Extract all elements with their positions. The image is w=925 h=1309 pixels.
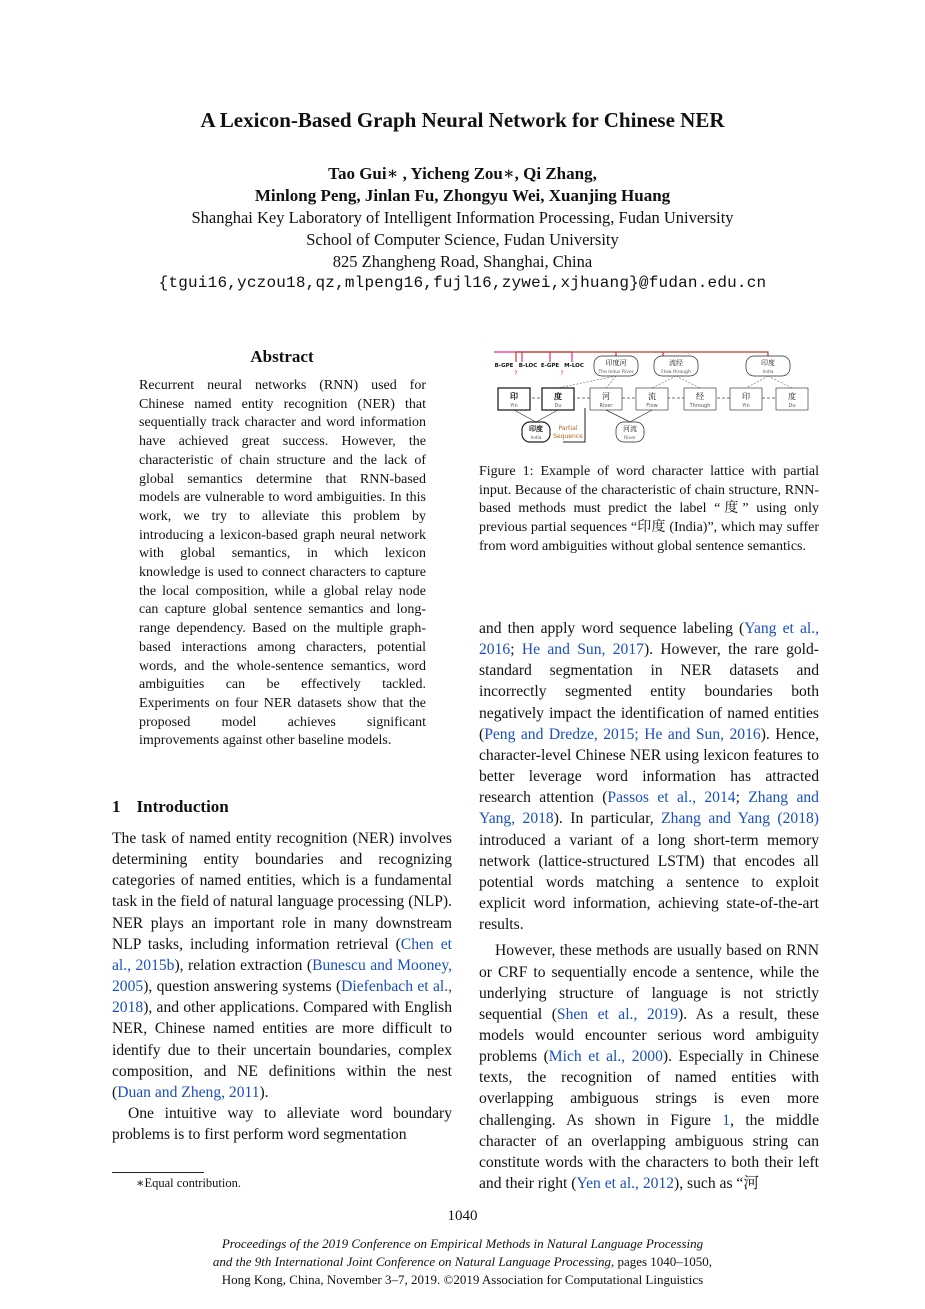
word-zh: 印度 bbox=[529, 425, 543, 433]
left-column-body bbox=[112, 828, 452, 1145]
citation-link[interactable]: Zhang and Yang, 2018 bbox=[479, 789, 819, 828]
char-en: Flow bbox=[646, 403, 658, 409]
proceedings-pages: , pages 1040–1050, bbox=[610, 1254, 713, 1269]
text-run: ; bbox=[510, 641, 522, 659]
char-node bbox=[776, 388, 808, 410]
affiliation-line-1: Shanghai Key Laboratory of Intelligent Information Processing, Fudan University bbox=[191, 208, 734, 227]
word-en: The Indus River bbox=[598, 370, 634, 375]
page-number: 1040 bbox=[447, 1208, 478, 1224]
text-run: , the middle character of an overlapping ambiguous string can constitute words with the characters to both their left and their right ( bbox=[479, 1111, 819, 1193]
citation-link[interactable]: Yang et al., 2016 bbox=[479, 620, 819, 659]
char-node bbox=[542, 388, 574, 410]
text-run: The task of named entity recognition (NER) involves determining entity boundaries and recognizing categories of named entities, which is a fundamental task in the field of natural language processing (NLP). NER plays an important role in many downstream NLP tasks, including information retrieval ( bbox=[112, 830, 452, 953]
text-run: ), such as “河 bbox=[674, 1175, 759, 1193]
figure-1-caption: Figure 1: Example of word character lattice with partial input. Because of the characteristic of chain structure, RNN-based methods must predict the label “度” using only previous partial sequences “印度 (India)”, which may suffer from word ambiguities without global sentence semantics. bbox=[479, 464, 819, 554]
char-zh: 经 bbox=[696, 392, 704, 401]
text-run: However, these methods are usually based on RNN or CRF to sequentially encode a sentence, while the underlying structure of language is not strictly sequential ( bbox=[479, 942, 819, 1023]
footnote-rule bbox=[112, 1172, 204, 1173]
text-run: ; bbox=[735, 789, 749, 807]
text-run: ). Especially in Chinese texts, the recognition of named entities with overlapping ambiguous strings is even more challenging. As shown in Figure bbox=[479, 1048, 819, 1129]
authors-line-2: Minlong Peng, Jinlan Fu, Zhongyu Wei, Xuanjing Huang bbox=[254, 186, 671, 205]
proceedings-line-3: Hong Kong, China, November 3–7, 2019. ©2019 Association for Computational Linguistics bbox=[221, 1272, 704, 1287]
abstract-heading: Abstract bbox=[250, 347, 314, 366]
affiliation-line-2: School of Computer Science, Fudan University bbox=[306, 230, 619, 249]
intro-paragraph-3 bbox=[479, 618, 819, 935]
author-emails: {tgui16,yczou18,qz,mlpeng16,fujl16,zywei,xjhuang}@fudan.edu.cn bbox=[158, 274, 767, 292]
citation-link[interactable]: Diefenbach et al., 2018 bbox=[112, 978, 452, 1017]
text-run: ). However, the rare gold-standard segmentation in NER datasets and incorrectly segmented entity boundaries both negatively impact the identification of named entities ( bbox=[479, 641, 820, 743]
char-zh: 度 bbox=[554, 392, 562, 401]
section-number: 1 bbox=[112, 797, 121, 816]
char-zh: 印 bbox=[510, 392, 518, 401]
text-run: ), relation extraction ( bbox=[174, 956, 313, 974]
citation-link[interactable]: Shen et al., 2019 bbox=[556, 1005, 679, 1023]
authors-line-1: Tao Gui∗ , Yicheng Zou∗, Qi Zhang, bbox=[328, 164, 597, 183]
word-en: India bbox=[762, 370, 774, 375]
section-title: Introduction bbox=[136, 797, 229, 816]
citation-link[interactable]: Mich et al., 2000 bbox=[548, 1048, 663, 1066]
tag-label: B-LOC bbox=[518, 363, 538, 369]
char-en: Through bbox=[689, 403, 711, 409]
citation-link[interactable]: He and Sun, 2017 bbox=[521, 641, 644, 659]
text-run: introduced a variant of a long short-term memory network (lattice-structured LSTM) that encodes all potential words matching a sentence to exploit explicit word information, achieving state-of-the-art results. bbox=[479, 831, 819, 934]
citation-link[interactable]: Peng and Dredze, 2015; He and Sun, 2016 bbox=[484, 725, 761, 743]
word-node-bottom bbox=[616, 422, 644, 442]
char-node bbox=[730, 388, 762, 410]
abstract-text: Recurrent neural networks (RNN) used for Chinese named entity recognition (NER) that sequentially track character and word information have achieved great success. However, the characteristic of chain structure and the lack of global semantics determine that RNN-based models are vulnerable to word ambiguities. In this work, we try to alleviate this problem by introducing a lexicon-based graph neural network with global semantics, in which lexicon knowledge is used to connect characters to capture the local composition, while a global relay node can capture global sentence semantics and long-range dependency. Based on the multiple graph-based interactions among characters, potential words, and the whole-sentence semantics, word ambiguities can be effectively tackled. Experiments on four NER datasets show that the proposed model achieves significant improvements against other baseline models. bbox=[139, 378, 426, 749]
citation-link[interactable]: Zhang and Yang (2018) bbox=[661, 810, 819, 828]
footnote: ∗Equal contribution. bbox=[136, 1176, 242, 1190]
figure-1-lattice bbox=[488, 350, 818, 450]
text-run: ), question answering systems ( bbox=[143, 978, 342, 996]
partial-label-2: Sequence bbox=[553, 433, 583, 440]
citation-link[interactable]: Duan and Zheng, 2011 bbox=[117, 1083, 260, 1101]
text-run: ). Hence, character-level Chinese NER using lexicon features to better leverage word information has attracted research attention ( bbox=[479, 725, 819, 807]
word-node-bottom bbox=[522, 422, 550, 442]
char-node bbox=[636, 388, 668, 410]
char-zh: 印 bbox=[742, 392, 750, 401]
char-zh: 度 bbox=[788, 392, 796, 401]
char-en: River bbox=[599, 403, 613, 409]
intro-paragraph-2: One intuitive way to alleviate word boundary problems is to first perform word segmentation bbox=[112, 1105, 452, 1144]
word-node-top bbox=[654, 356, 698, 376]
intro-paragraph-4 bbox=[479, 940, 819, 1194]
char-en: Du bbox=[554, 403, 562, 409]
char-en: Du bbox=[788, 403, 796, 409]
text-run: ). In particular, bbox=[553, 810, 662, 828]
char-zh: 河 bbox=[602, 392, 610, 401]
word-zh: 印度河 bbox=[605, 359, 627, 367]
proceedings-line-1: Proceedings of the 2019 Conference on Empirical Methods in Natural Language Processing bbox=[221, 1236, 704, 1251]
text-run: and then apply word sequence labeling ( bbox=[479, 620, 745, 637]
char-node bbox=[498, 388, 530, 410]
char-en: Yin bbox=[510, 403, 518, 409]
intro-paragraph-1 bbox=[112, 828, 452, 1103]
citation-link[interactable]: Passos et al., 2014 bbox=[607, 789, 736, 807]
text-run: ). As a result, these models would encounter serious word ambiguity problems ( bbox=[479, 1005, 820, 1066]
affiliation-line-3: 825 Zhangheng Road, Shanghai, China bbox=[332, 252, 593, 271]
word-zh: 印度 bbox=[761, 359, 775, 367]
citation-link[interactable]: Bunescu and Mooney, 2005 bbox=[112, 956, 453, 996]
question-mark: ? bbox=[560, 370, 564, 377]
partial-label-1: Partial bbox=[558, 425, 578, 432]
figure-reference-link[interactable]: 1 bbox=[722, 1111, 731, 1129]
question-mark: ? bbox=[514, 370, 518, 377]
right-column-body bbox=[479, 618, 819, 1194]
word-en: India bbox=[530, 436, 542, 441]
char-en: Yin bbox=[742, 403, 750, 409]
text-run: ), and other applications. Compared with English NER, Chinese named entities are more difficult to identify due to their uncertain boundaries, complex composition, and NE definitions within the nest ( bbox=[112, 999, 452, 1101]
proceedings-line-2 bbox=[0, 1254, 925, 1270]
word-en: Flow through bbox=[661, 370, 691, 375]
tag-label: M-LOC bbox=[564, 363, 584, 369]
char-node bbox=[684, 388, 716, 410]
tag-label: B-GPE bbox=[494, 363, 514, 369]
word-zh: 流经 bbox=[669, 359, 683, 367]
word-zh: 河流 bbox=[623, 425, 637, 433]
paper-title: A Lexicon-Based Graph Neural Network for Chinese NER bbox=[200, 108, 725, 132]
char-zh: 流 bbox=[648, 392, 656, 401]
section-heading-introduction bbox=[112, 797, 452, 817]
word-en: River bbox=[624, 436, 636, 441]
word-node-top bbox=[746, 356, 790, 376]
citation-link[interactable]: Chen et al., 2015b bbox=[112, 935, 452, 974]
text-run: ). bbox=[259, 1083, 269, 1101]
word-node-top bbox=[594, 356, 638, 376]
citation-link[interactable]: Yen et al., 2012 bbox=[576, 1175, 675, 1193]
tag-label: E-GPE bbox=[540, 363, 560, 369]
proceedings-venue: and the 9th International Joint Conference on Natural Language Processing bbox=[212, 1254, 611, 1269]
char-node bbox=[590, 388, 622, 410]
